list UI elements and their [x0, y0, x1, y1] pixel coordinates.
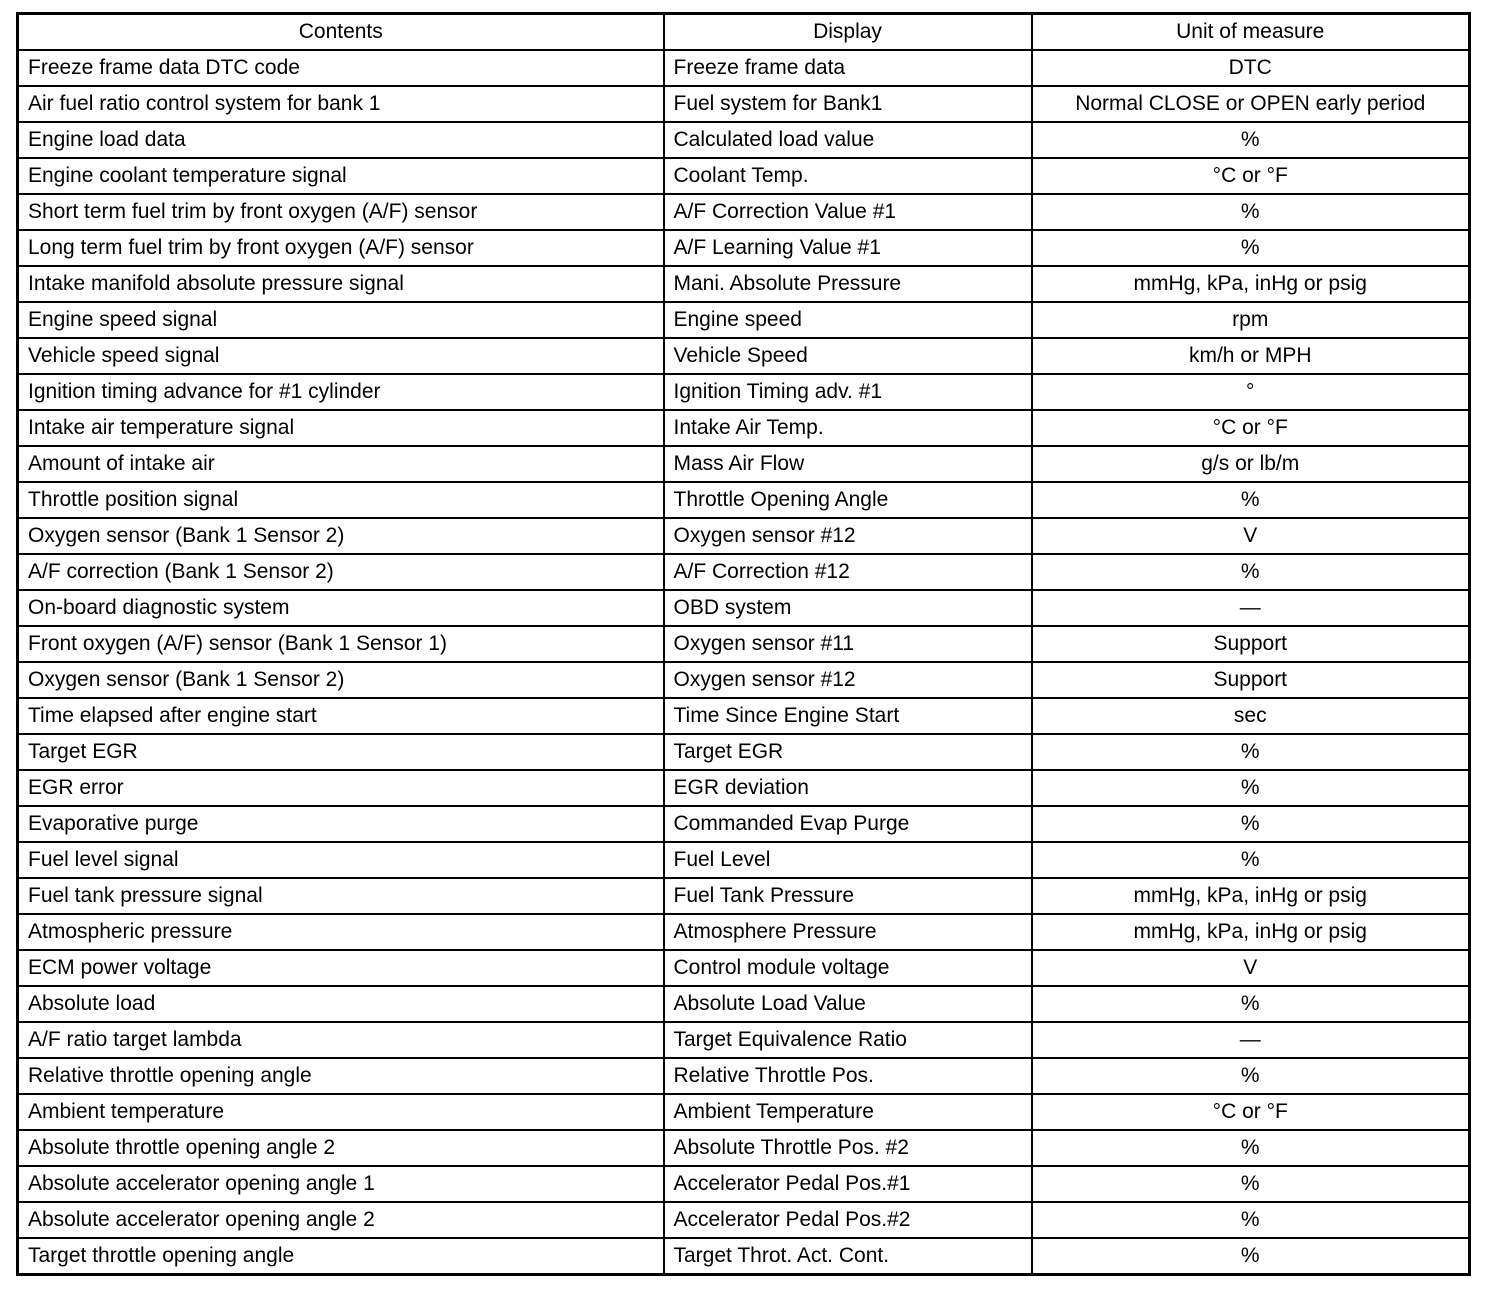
column-header-unit: Unit of measure	[1032, 14, 1470, 51]
unit-cell: Normal CLOSE or OPEN early period	[1032, 86, 1470, 122]
table-row	[18, 1130, 1470, 1166]
contents-cell: Target throttle opening angle	[18, 1238, 664, 1275]
unit-cell: —	[1032, 590, 1470, 626]
contents-cell: Absolute throttle opening angle 2	[18, 1130, 664, 1166]
unit-cell: %	[1032, 986, 1470, 1022]
contents-cell: On-board diagnostic system	[18, 590, 664, 626]
table-row	[18, 806, 1470, 842]
unit-cell: %	[1032, 1202, 1470, 1238]
display-cell: Accelerator Pedal Pos.#2	[664, 1202, 1032, 1238]
display-cell: Throttle Opening Angle	[664, 482, 1032, 518]
contents-cell: Ignition timing advance for #1 cylinder	[18, 374, 664, 410]
contents-cell: Intake air temperature signal	[18, 410, 664, 446]
table-row	[18, 230, 1470, 266]
contents-cell: Amount of intake air	[18, 446, 664, 482]
table-row	[18, 554, 1470, 590]
contents-cell: A/F ratio target lambda	[18, 1022, 664, 1058]
unit-cell: %	[1032, 806, 1470, 842]
table-row	[18, 626, 1470, 662]
contents-cell: Absolute load	[18, 986, 664, 1022]
display-cell: A/F Learning Value #1	[664, 230, 1032, 266]
display-cell: Relative Throttle Pos.	[664, 1058, 1032, 1094]
contents-cell: Short term fuel trim by front oxygen (A/F) sensor	[18, 194, 664, 230]
unit-cell: %	[1032, 482, 1470, 518]
display-cell: Vehicle Speed	[664, 338, 1032, 374]
table-row	[18, 1238, 1470, 1275]
unit-cell: Support	[1032, 662, 1470, 698]
unit-cell: DTC	[1032, 50, 1470, 86]
contents-cell: Fuel tank pressure signal	[18, 878, 664, 914]
table-row	[18, 50, 1470, 86]
table-body	[18, 50, 1470, 1275]
display-cell: Oxygen sensor #12	[664, 662, 1032, 698]
unit-cell: %	[1032, 1058, 1470, 1094]
table-row	[18, 158, 1470, 194]
column-header-contents: Contents	[18, 14, 664, 51]
contents-cell: Absolute accelerator opening angle 1	[18, 1166, 664, 1202]
table-row	[18, 374, 1470, 410]
table-row	[18, 1202, 1470, 1238]
unit-cell: %	[1032, 122, 1470, 158]
unit-cell: %	[1032, 1130, 1470, 1166]
table-row	[18, 950, 1470, 986]
display-cell: Fuel system for Bank1	[664, 86, 1032, 122]
unit-cell: °C or °F	[1032, 410, 1470, 446]
unit-cell: mmHg, kPa, inHg or psig	[1032, 266, 1470, 302]
diagnostics-data-table-container	[16, 12, 1471, 1276]
table-row	[18, 986, 1470, 1022]
display-cell: Mani. Absolute Pressure	[664, 266, 1032, 302]
unit-cell: g/s or lb/m	[1032, 446, 1470, 482]
table-row	[18, 410, 1470, 446]
unit-cell: mmHg, kPa, inHg or psig	[1032, 914, 1470, 950]
table-row	[18, 122, 1470, 158]
contents-cell: Intake manifold absolute pressure signal	[18, 266, 664, 302]
contents-cell: Fuel level signal	[18, 842, 664, 878]
contents-cell: Air fuel ratio control system for bank 1	[18, 86, 664, 122]
display-cell: Engine speed	[664, 302, 1032, 338]
contents-cell: Relative throttle opening angle	[18, 1058, 664, 1094]
table-row	[18, 734, 1470, 770]
display-cell: Oxygen sensor #11	[664, 626, 1032, 662]
table-row	[18, 194, 1470, 230]
table-row	[18, 266, 1470, 302]
unit-cell: Support	[1032, 626, 1470, 662]
table-header	[18, 14, 1470, 51]
display-cell: Mass Air Flow	[664, 446, 1032, 482]
contents-cell: Target EGR	[18, 734, 664, 770]
table-row	[18, 86, 1470, 122]
display-cell: Fuel Level	[664, 842, 1032, 878]
table-row	[18, 590, 1470, 626]
table-row	[18, 662, 1470, 698]
unit-cell: km/h or MPH	[1032, 338, 1470, 374]
display-cell: Time Since Engine Start	[664, 698, 1032, 734]
contents-cell: Engine speed signal	[18, 302, 664, 338]
unit-cell: sec	[1032, 698, 1470, 734]
table-row	[18, 482, 1470, 518]
table-row	[18, 1058, 1470, 1094]
unit-cell: °	[1032, 374, 1470, 410]
display-cell: Absolute Load Value	[664, 986, 1032, 1022]
unit-cell: %	[1032, 230, 1470, 266]
display-cell: A/F Correction #12	[664, 554, 1032, 590]
display-cell: Absolute Throttle Pos. #2	[664, 1130, 1032, 1166]
display-cell: A/F Correction Value #1	[664, 194, 1032, 230]
unit-cell: %	[1032, 194, 1470, 230]
unit-cell: mmHg, kPa, inHg or psig	[1032, 878, 1470, 914]
unit-cell: °C or °F	[1032, 158, 1470, 194]
table-row	[18, 914, 1470, 950]
display-cell: Oxygen sensor #12	[664, 518, 1032, 554]
display-cell: Ambient Temperature	[664, 1094, 1032, 1130]
unit-cell: %	[1032, 554, 1470, 590]
unit-cell: %	[1032, 770, 1470, 806]
display-cell: Atmosphere Pressure	[664, 914, 1032, 950]
contents-cell: Throttle position signal	[18, 482, 664, 518]
contents-cell: Ambient temperature	[18, 1094, 664, 1130]
column-header-display: Display	[664, 14, 1032, 51]
display-cell: Coolant Temp.	[664, 158, 1032, 194]
table-row	[18, 302, 1470, 338]
contents-cell: Engine coolant temperature signal	[18, 158, 664, 194]
display-cell: Target Throt. Act. Cont.	[664, 1238, 1032, 1275]
contents-cell: EGR error	[18, 770, 664, 806]
unit-cell: rpm	[1032, 302, 1470, 338]
unit-cell: V	[1032, 518, 1470, 554]
contents-cell: ECM power voltage	[18, 950, 664, 986]
display-cell: Target Equivalence Ratio	[664, 1022, 1032, 1058]
contents-cell: A/F correction (Bank 1 Sensor 2)	[18, 554, 664, 590]
table-row	[18, 1094, 1470, 1130]
display-cell: EGR deviation	[664, 770, 1032, 806]
unit-cell: V	[1032, 950, 1470, 986]
contents-cell: Vehicle speed signal	[18, 338, 664, 374]
table-row	[18, 1022, 1470, 1058]
unit-cell: —	[1032, 1022, 1470, 1058]
display-cell: Intake Air Temp.	[664, 410, 1032, 446]
table-row	[18, 770, 1470, 806]
display-cell: Accelerator Pedal Pos.#1	[664, 1166, 1032, 1202]
contents-cell: Evaporative purge	[18, 806, 664, 842]
display-cell: Commanded Evap Purge	[664, 806, 1032, 842]
display-cell: Control module voltage	[664, 950, 1032, 986]
table-row	[18, 842, 1470, 878]
table-row	[18, 338, 1470, 374]
contents-cell: Time elapsed after engine start	[18, 698, 664, 734]
display-cell: Ignition Timing adv. #1	[664, 374, 1032, 410]
unit-cell: %	[1032, 842, 1470, 878]
contents-cell: Oxygen sensor (Bank 1 Sensor 2)	[18, 662, 664, 698]
display-cell: OBD system	[664, 590, 1032, 626]
table-row	[18, 446, 1470, 482]
unit-cell: %	[1032, 734, 1470, 770]
contents-cell: Long term fuel trim by front oxygen (A/F) sensor	[18, 230, 664, 266]
diagnostics-data-table	[16, 12, 1471, 1276]
contents-cell: Oxygen sensor (Bank 1 Sensor 2)	[18, 518, 664, 554]
unit-cell: °C or °F	[1032, 1094, 1470, 1130]
table-row	[18, 698, 1470, 734]
contents-cell: Freeze frame data DTC code	[18, 50, 664, 86]
table-row	[18, 1166, 1470, 1202]
display-cell: Freeze frame data	[664, 50, 1032, 86]
display-cell: Calculated load value	[664, 122, 1032, 158]
contents-cell: Absolute accelerator opening angle 2	[18, 1202, 664, 1238]
unit-cell: %	[1032, 1238, 1470, 1275]
contents-cell: Engine load data	[18, 122, 664, 158]
table-row	[18, 878, 1470, 914]
table-row	[18, 518, 1470, 554]
contents-cell: Front oxygen (A/F) sensor (Bank 1 Sensor 1)	[18, 626, 664, 662]
display-cell: Target EGR	[664, 734, 1032, 770]
display-cell: Fuel Tank Pressure	[664, 878, 1032, 914]
contents-cell: Atmospheric pressure	[18, 914, 664, 950]
table-header-row	[18, 14, 1470, 51]
unit-cell: %	[1032, 1166, 1470, 1202]
